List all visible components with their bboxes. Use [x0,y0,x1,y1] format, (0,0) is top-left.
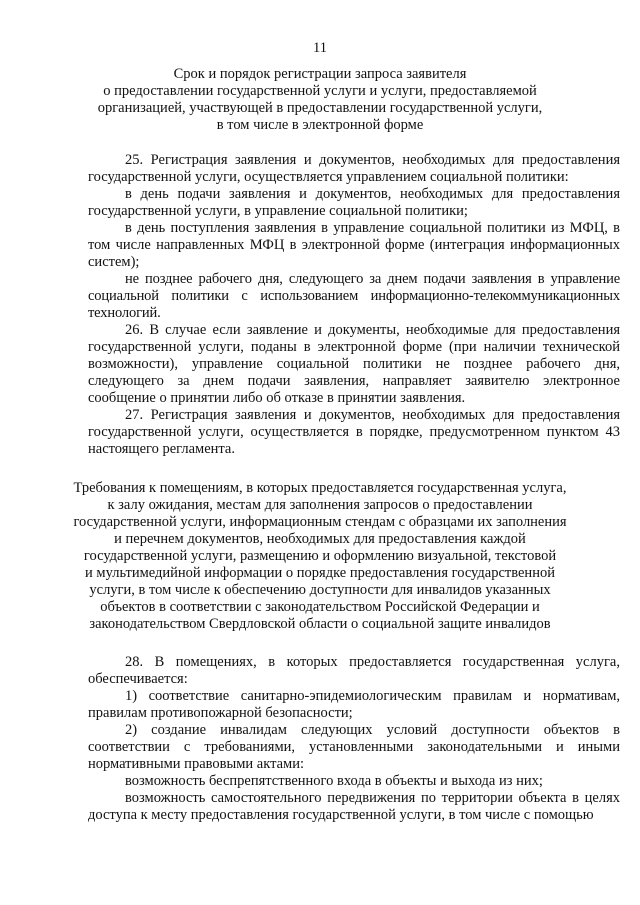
heading-line: государственной услуги, размещению и оформлению визуальной, текстовой [83,548,557,564]
heading-line: и перечнем документов, необходимых для предоставления каждой [114,531,526,547]
heading-line: Требования к помещениям, в которых предоставляется государственная услуга, [73,480,567,496]
paragraph-25-item-1: в день подачи заявления и документов, необходимых для предоставления государственной услуги, в управление социальной политики; [88,186,620,219]
heading-line: законодательством Свердловской области о социальной защите инвалидов [89,616,551,632]
heading-line: и мультимедийной информации о порядке предоставления государственной [85,565,555,581]
heading-line: в том числе в электронной форме [216,117,424,133]
paragraph-25-item-2: в день поступления заявления в управление социальной политики из МФЦ, в том числе направленных МФЦ в электронной форме (интеграция информационных систем); [88,220,620,270]
section-heading-registration [60,66,580,134]
paragraph-28-item-1: 1) соответствие санитарно-эпидемиологическим правилам и нормативам, правилам противопожарной безопасности; [88,688,620,721]
paragraph-28-item-2: 2) создание инвалидам следующих условий доступности объектов в соответствии с требованиями, установленными законодательными и иными нормативными правовыми актами: [88,722,620,772]
paragraph-27: 27. Регистрация заявления и документов, необходимых для предоставления государственной услуги, осуществляется в порядке, предусмотренном пунктом 43 настоящего регламента. [88,407,620,457]
paragraph-28-item-2a: возможность беспрепятственного входа в объекты и выхода из них; [125,773,543,789]
paragraph-28: 28. В помещениях, в которых предоставляется государственная услуга, обеспечивается: [88,654,620,687]
paragraph-25-item-3: не позднее рабочего дня, следующего за днем подачи заявления в управление социальной политики с использованием информационно-телекоммуникационных технологий. [88,271,620,321]
heading-line: о предоставлении государственной услуги и услуги, предоставляемой [103,83,537,99]
page-number: 11 [313,40,327,56]
section-heading-premises [50,480,590,633]
heading-line: объектов в соответствии с законодательством Российской Федерации и [100,599,540,615]
heading-line: государственной услуги, информационным стендам с образцами их заполнения [73,514,567,530]
paragraph-25: 25. Регистрация заявления и документов, необходимых для предоставления государственной услуги, осуществляется управлением социальной политики: [88,152,620,185]
paragraph-26: 26. В случае если заявление и документы, необходимые для предоставления государственной услуги, поданы в электронной форме (при наличии технической возможности), управление социальной политики не позднее рабочего дня, следующего за днем подачи заявления, направляет заявителю электронное сообщение о принятии либо об отказе в принятии заявления. [88,322,620,406]
heading-line: к залу ожидания, местам для заполнения запросов о предоставлении [107,497,533,513]
heading-line: организацией, участвующей в предоставлении государственной услуги, [97,100,543,116]
paragraph-28-item-2b: возможность самостоятельного передвижения по территории объекта в целях доступа к месту предоставления государственной услуги, в том числе с помощью [88,790,620,823]
heading-line: услуги, в том числе к обеспечению доступности для инвалидов указанных [89,582,551,598]
heading-line: Срок и порядок регистрации запроса заявителя [173,66,467,82]
